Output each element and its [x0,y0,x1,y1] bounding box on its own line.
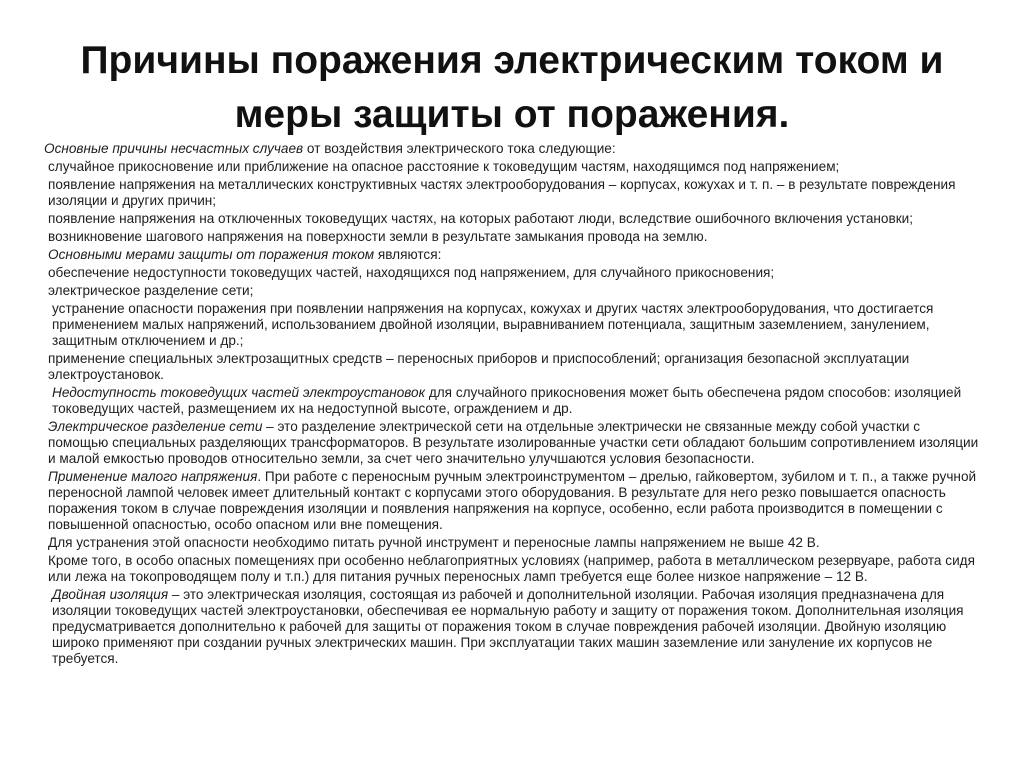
paragraph-cause-erroneous-switching: появление напряжения на отключенных токоведущих частях, на которых работают люди, вследствие ошибочного включения установки; [48,211,914,226]
paragraph-cause-housing-voltage: появление напряжения на металлических конструктивных частях электрооборудования – корпусах, кожухах и т. п. – в результате повреждения изоляции и других причин; [48,177,956,208]
slide-title [0,0,1024,142]
paragraph-measure-inaccessibility: обеспечение недоступности токоведущих частей, находящихся под напряжением, для случайного прикосновения; [48,265,775,280]
paragraph-low-voltage: Применение малого напряжения. При работе с переносным ручным электроинструментом – дрелью, гайковертом, зубилом и т. п., а также ручной переносной лампой человек имеет длительный контакт с корпусами этого оборудования. В результате для него резко повышается опасность поражения током в случае повреждения изоляции и появления напряжения на корпусе, особенно, если работа производится в помещении с повышенной опасностью, особо опасном или вне помещения. [48,469,977,532]
paragraph-42v: Для устранения этой опасности необходимо питать ручной инструмент и переносные лампы напряжением не выше 42 В. [48,535,820,550]
paragraph-measure-danger-removal: устранение опасности поражения при появлении напряжения на корпусах, кожухах и других частях электрооборудования, что достигается применением малых напряжений, использованием двойной изоляции, выравниванием потенциала, защитным заземлением, занулением, защитным отключением и др.; [52,301,934,348]
paragraph-main-causes: Основные причины несчастных случаев от воздействия электрического тока следующие: [44,141,616,156]
paragraph-measure-protective-means: применение специальных электрозащитных средств – переносных приборов и приспособлений; организация безопасной эксплуатации электроустановок. [48,351,910,382]
paragraph-cause-step-voltage: возникновение шагового напряжения на поверхности земли в результате замыкания провода на землю. [48,229,708,244]
slide-title-line-1: Причины поражения электрическим током и [80,39,944,82]
paragraph-network-separation: Электрическое разделение сети – это разделение электрической сети на отдельные электрически не связанные между собой участки с помощью специальных разделяющих трансформаторов. В результате изолированные участки сети обладают большим сопротивлением изоляции и малой емкостью проводов относительно земли, за счет чего значительно улучшаются условия безопасности. [48,419,979,466]
paragraph-12v: Кроме того, в особо опасных помещениях при особенно неблагоприятных условиях (например, работа в металлическом резервуаре, работа сидя или лежа на токопроводящем полу и т.п.) для питания ручных переносных ламп требуется еще более низкое напряжение – 12 В. [48,553,975,584]
paragraph-cause-contact: случайное прикосновение или приближение на опасное расстояние к токоведущим частям, находящимся под напряжением; [48,159,840,174]
slide-title-line-2: меры защиты от поражения. [234,93,790,136]
paragraph-measure-separation: электрическое разделение сети; [48,283,254,298]
paragraph-inaccessibility: Недоступность токоведущих частей электроустановок для случайного прикосновения может быть обеспечена рядом способов: изоляцией токоведущих частей, размещением их на недоступной высоте, ограждением и др. [52,385,962,416]
paragraph-protection-measures: Основными мерами защиты от поражения током являются: [48,247,442,262]
slide-body [44,141,984,669]
paragraph-double-insulation: Двойная изоляция – это электрическая изоляция, состоящая из рабочей и дополнительной изоляции. Рабочая изоляция предназначена для изоляции токоведущих частей электроустановки, обеспечивая ее нормальную работу и защиту от поражения током. Дополнительная изоляция предусматривается дополнительно к рабочей для защиты от поражения током в случае повреждения рабочей изоляции. Двойную изоляцию широко применяют при создании ручных электрических машин. При эксплуатации таких машин заземление или зануление их корпусов не требуется. [52,587,964,666]
